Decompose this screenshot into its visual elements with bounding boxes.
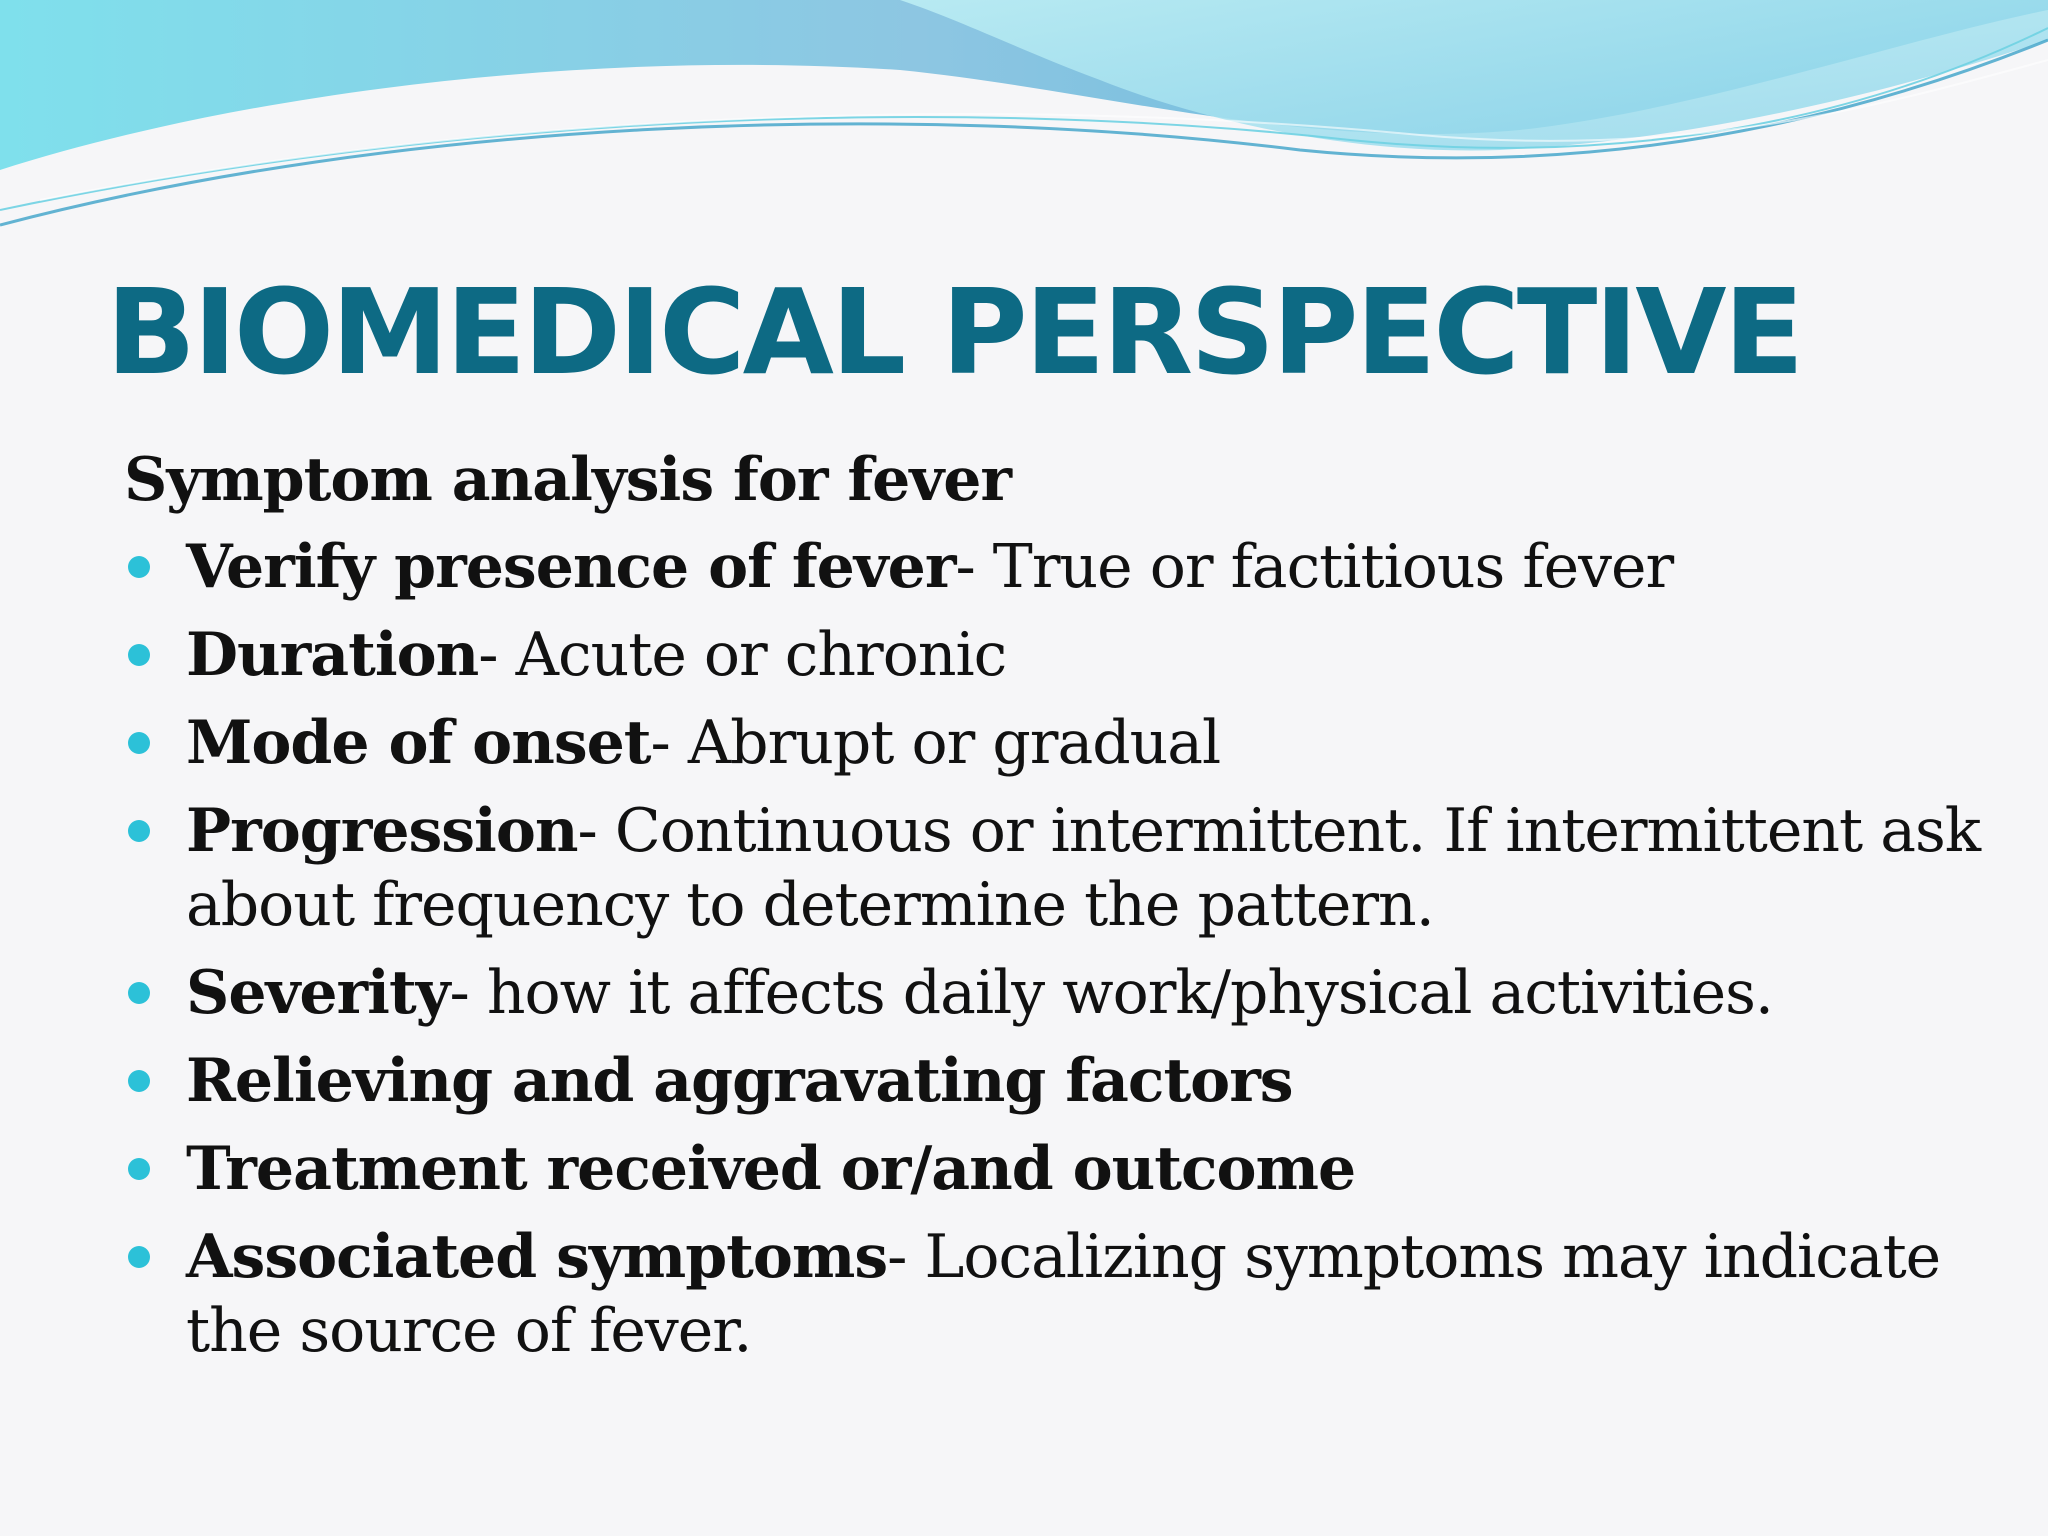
slide-title: BIOMEDICAL PERSPECTIVE — [106, 263, 1802, 401]
bullet-icon — [128, 732, 150, 754]
bullet-key: Treatment received or/and outcome — [186, 1134, 1356, 1204]
bullet-icon — [128, 556, 150, 578]
bullet-text: - Localizing symptoms may indicate the source of fever. — [186, 1222, 1941, 1366]
bullet-key: Verify presence of fever — [186, 532, 956, 602]
bullet-key: Progression — [186, 796, 578, 866]
list-item — [124, 956, 1984, 1030]
list-item — [124, 1220, 1984, 1368]
bullet-icon — [128, 1158, 150, 1180]
bullet-text: - how it affects daily work/physical activities. — [449, 958, 1773, 1028]
bullet-icon — [128, 820, 150, 842]
bullet-text: - Continuous or intermittent. If intermittent ask about frequency to determine the pattern. — [186, 796, 1981, 940]
bullet-key: Relieving and aggravating factors — [186, 1046, 1293, 1116]
bullet-icon — [128, 644, 150, 666]
header-wave-decoration — [0, 0, 2048, 250]
list-item — [124, 530, 1984, 604]
bullet-text: - Acute or chronic — [478, 620, 1007, 690]
list-item — [124, 1044, 1984, 1118]
list-item — [124, 1132, 1984, 1206]
list-item — [124, 794, 1984, 942]
bullet-icon — [128, 982, 150, 1004]
bullet-key: Duration — [186, 620, 479, 690]
bullet-icon — [128, 1070, 150, 1092]
bullet-text: - True or factitious fever — [955, 532, 1674, 602]
bullet-key: Associated symptoms — [186, 1222, 888, 1292]
slide-content — [124, 440, 1984, 1382]
bullet-key: Mode of onset — [186, 708, 651, 778]
bullet-icon — [128, 1246, 150, 1268]
list-item — [124, 618, 1984, 692]
bullet-key: Severity — [186, 958, 450, 1028]
bullet-list — [124, 530, 1984, 1368]
list-item — [124, 706, 1984, 780]
slide-subheading: Symptom analysis for fever — [124, 445, 1011, 515]
bullet-text: - Abrupt or gradual — [650, 708, 1221, 778]
